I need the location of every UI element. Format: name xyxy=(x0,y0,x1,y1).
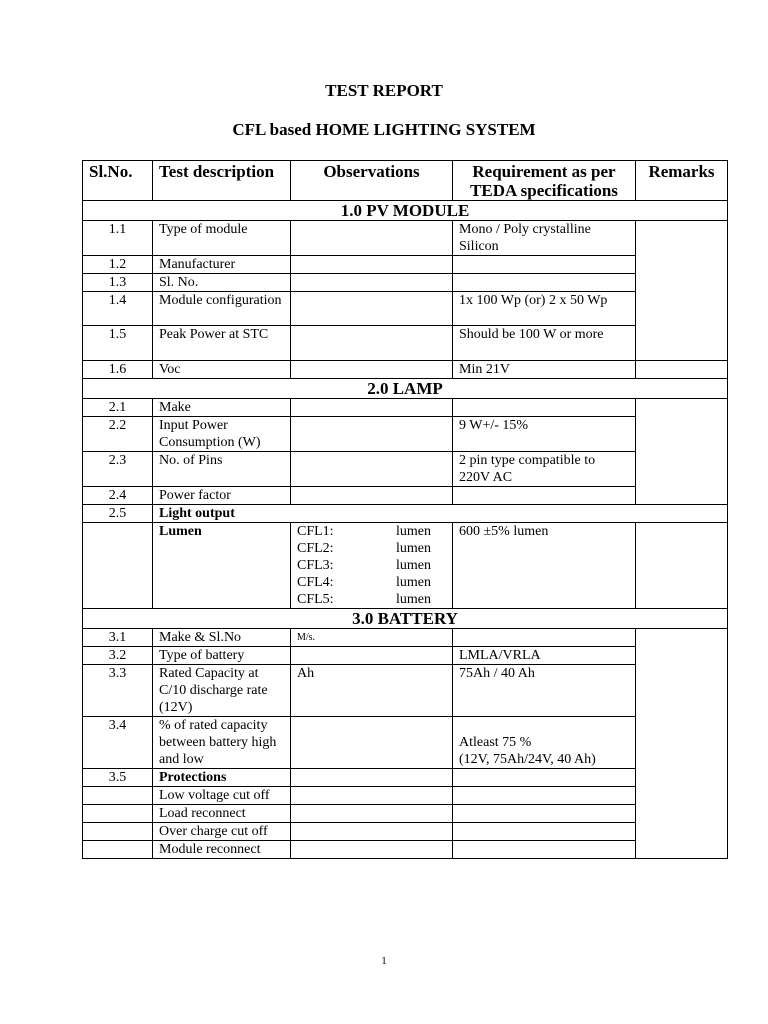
observation-cell[interactable] xyxy=(291,805,453,823)
row-description: Type of module xyxy=(153,221,291,256)
row-description: Manufacturer xyxy=(153,256,291,274)
col-header-sl-no: Sl.No. xyxy=(83,161,153,201)
row-description: Input Power Consumption (W) xyxy=(153,417,291,452)
row-description: Module configuration xyxy=(153,292,291,326)
section-row xyxy=(83,379,728,399)
row-number xyxy=(83,523,153,609)
row-number: 3.5 xyxy=(83,769,153,787)
table-row xyxy=(83,361,728,379)
row-description: Voc xyxy=(153,361,291,379)
row-description: Make & Sl.No xyxy=(153,629,291,647)
table-row xyxy=(83,452,728,487)
row-number xyxy=(83,805,153,823)
row-number: 2.5 xyxy=(83,505,153,523)
table-row xyxy=(83,823,728,841)
report-subtitle: CFL based HOME LIGHTING SYSTEM xyxy=(232,120,536,139)
observation-cell[interactable] xyxy=(291,717,453,769)
cfl-reading xyxy=(297,591,431,608)
observation-cell[interactable] xyxy=(291,487,453,505)
requirement-cell xyxy=(453,629,636,647)
observation-cell[interactable] xyxy=(291,399,453,417)
row-number xyxy=(83,841,153,859)
cfl-name: CFL2: xyxy=(297,541,334,556)
cfl-unit: lumen xyxy=(396,524,431,539)
col-header-observations: Observations xyxy=(291,161,453,201)
observation-cell[interactable] xyxy=(291,823,453,841)
row-description: Sl. No. xyxy=(153,274,291,292)
row-description: Rated Capacity at C/10 discharge rate (12V) xyxy=(153,665,291,717)
row-number: 3.4 xyxy=(83,717,153,769)
test-report-table xyxy=(82,160,728,859)
table-row xyxy=(83,505,728,523)
cfl-unit: lumen xyxy=(396,592,431,607)
row-number: 1.2 xyxy=(83,256,153,274)
observation-cell[interactable] xyxy=(291,221,453,256)
observation-cell[interactable] xyxy=(291,292,453,326)
row-description: Power factor xyxy=(153,487,291,505)
row-description: Make xyxy=(153,399,291,417)
table-row xyxy=(83,487,728,505)
observation-cell[interactable]: M/s. xyxy=(291,629,453,647)
row-number: 3.2 xyxy=(83,647,153,665)
observation-cell[interactable] xyxy=(291,417,453,452)
row-description: % of rated capacity between battery high and low xyxy=(153,717,291,769)
requirement-cell: Min 21V xyxy=(453,361,636,379)
requirement-cell: Mono / Poly crystalline Silicon xyxy=(453,221,636,256)
row-number xyxy=(83,823,153,841)
observation-cell[interactable] xyxy=(291,787,453,805)
requirement-cell xyxy=(453,274,636,292)
protection-item: Over charge cut off xyxy=(153,823,291,841)
observation-cell-lumen[interactable] xyxy=(291,523,453,609)
row-number: 1.3 xyxy=(83,274,153,292)
row-number: 2.1 xyxy=(83,399,153,417)
report-title: TEST REPORT xyxy=(325,81,443,100)
section-row xyxy=(83,201,728,221)
cfl-name: CFL5: xyxy=(297,592,334,607)
table-row xyxy=(83,292,728,326)
row-description: Light output xyxy=(153,505,728,523)
requirement-text: Atleast 75 % (12V, 75Ah/24V, 40 Ah) xyxy=(459,735,596,767)
section-heading-pv-module: 1.0 PV MODULE xyxy=(83,201,728,221)
requirement-cell xyxy=(453,256,636,274)
observation-cell[interactable] xyxy=(291,841,453,859)
table-row xyxy=(83,647,728,665)
requirement-cell: Should be 100 W or more xyxy=(453,326,636,361)
section-heading-lamp: 2.0 LAMP xyxy=(83,379,728,399)
table-row xyxy=(83,665,728,717)
cfl-name: CFL3: xyxy=(297,558,334,573)
table-row xyxy=(83,274,728,292)
requirement-cell: 9 W+/- 15% xyxy=(453,417,636,452)
table-row xyxy=(83,417,728,452)
requirement-cell: 75Ah / 40 Ah xyxy=(453,665,636,717)
requirement-cell xyxy=(453,841,636,859)
table-row xyxy=(83,629,728,647)
observation-cell[interactable] xyxy=(291,769,453,787)
row-number: 1.1 xyxy=(83,221,153,256)
cfl-unit: lumen xyxy=(396,558,431,573)
remarks-cell[interactable] xyxy=(636,399,728,505)
table-row xyxy=(83,399,728,417)
table-row xyxy=(83,256,728,274)
row-number: 1.4 xyxy=(83,292,153,326)
cfl-reading xyxy=(297,574,431,591)
observation-cell[interactable]: Ah xyxy=(291,665,453,717)
cfl-reading xyxy=(297,523,431,540)
row-number: 3.3 xyxy=(83,665,153,717)
requirement-cell xyxy=(453,717,636,769)
requirement-cell xyxy=(453,805,636,823)
row-number: 3.1 xyxy=(83,629,153,647)
row-number xyxy=(83,787,153,805)
row-description: No. of Pins xyxy=(153,452,291,487)
requirement-cell: 600 ±5% lumen xyxy=(453,523,636,609)
observation-cell[interactable] xyxy=(291,256,453,274)
table-row xyxy=(83,805,728,823)
table-row xyxy=(83,769,728,787)
cfl-reading xyxy=(297,557,431,574)
observation-cell[interactable] xyxy=(291,361,453,379)
requirement-cell: LMLA/VRLA xyxy=(453,647,636,665)
table-row xyxy=(83,326,728,361)
row-number: 2.2 xyxy=(83,417,153,452)
cfl-unit: lumen xyxy=(396,575,431,590)
protection-item: Load reconnect xyxy=(153,805,291,823)
observation-cell[interactable] xyxy=(291,452,453,487)
table-row xyxy=(83,221,728,256)
remarks-cell[interactable] xyxy=(636,523,728,609)
lumen-label: Lumen xyxy=(153,523,291,609)
row-number: 1.5 xyxy=(83,326,153,361)
col-header-test-description: Test description xyxy=(153,161,291,201)
row-number: 1.6 xyxy=(83,361,153,379)
protection-item: Low voltage cut off xyxy=(153,787,291,805)
remarks-cell[interactable] xyxy=(636,629,728,859)
observation-cell[interactable] xyxy=(291,274,453,292)
cfl-reading xyxy=(297,540,431,557)
cfl-name: CFL4: xyxy=(297,575,334,590)
table-row xyxy=(83,841,728,859)
row-description: Protections xyxy=(153,769,291,787)
observation-cell[interactable] xyxy=(291,326,453,361)
col-header-requirement: Requirement as per TEDA specifications xyxy=(453,161,636,201)
row-number: 2.4 xyxy=(83,487,153,505)
requirement-cell xyxy=(453,823,636,841)
requirement-cell: 1x 100 Wp (or) 2 x 50 Wp xyxy=(453,292,636,326)
requirement-cell xyxy=(453,769,636,787)
cfl-name: CFL1: xyxy=(297,524,334,539)
requirement-cell xyxy=(453,487,636,505)
requirement-cell: 2 pin type compatible to 220V AC xyxy=(453,452,636,487)
page-number: 1 xyxy=(381,955,387,967)
col-header-remarks: Remarks xyxy=(636,161,728,201)
row-description: Peak Power at STC xyxy=(153,326,291,361)
requirement-cell xyxy=(453,399,636,417)
remarks-cell[interactable] xyxy=(636,361,728,379)
section-heading-battery: 3.0 BATTERY xyxy=(83,609,728,629)
table-row xyxy=(83,787,728,805)
remarks-cell[interactable] xyxy=(636,221,728,361)
table-header-row xyxy=(83,161,728,201)
row-number: 2.3 xyxy=(83,452,153,487)
row-description: Type of battery xyxy=(153,647,291,665)
protection-item: Module reconnect xyxy=(153,841,291,859)
cfl-unit: lumen xyxy=(396,541,431,556)
table-row xyxy=(83,523,728,609)
observation-cell[interactable] xyxy=(291,647,453,665)
requirement-cell xyxy=(453,787,636,805)
section-row xyxy=(83,609,728,629)
table-row xyxy=(83,717,728,769)
